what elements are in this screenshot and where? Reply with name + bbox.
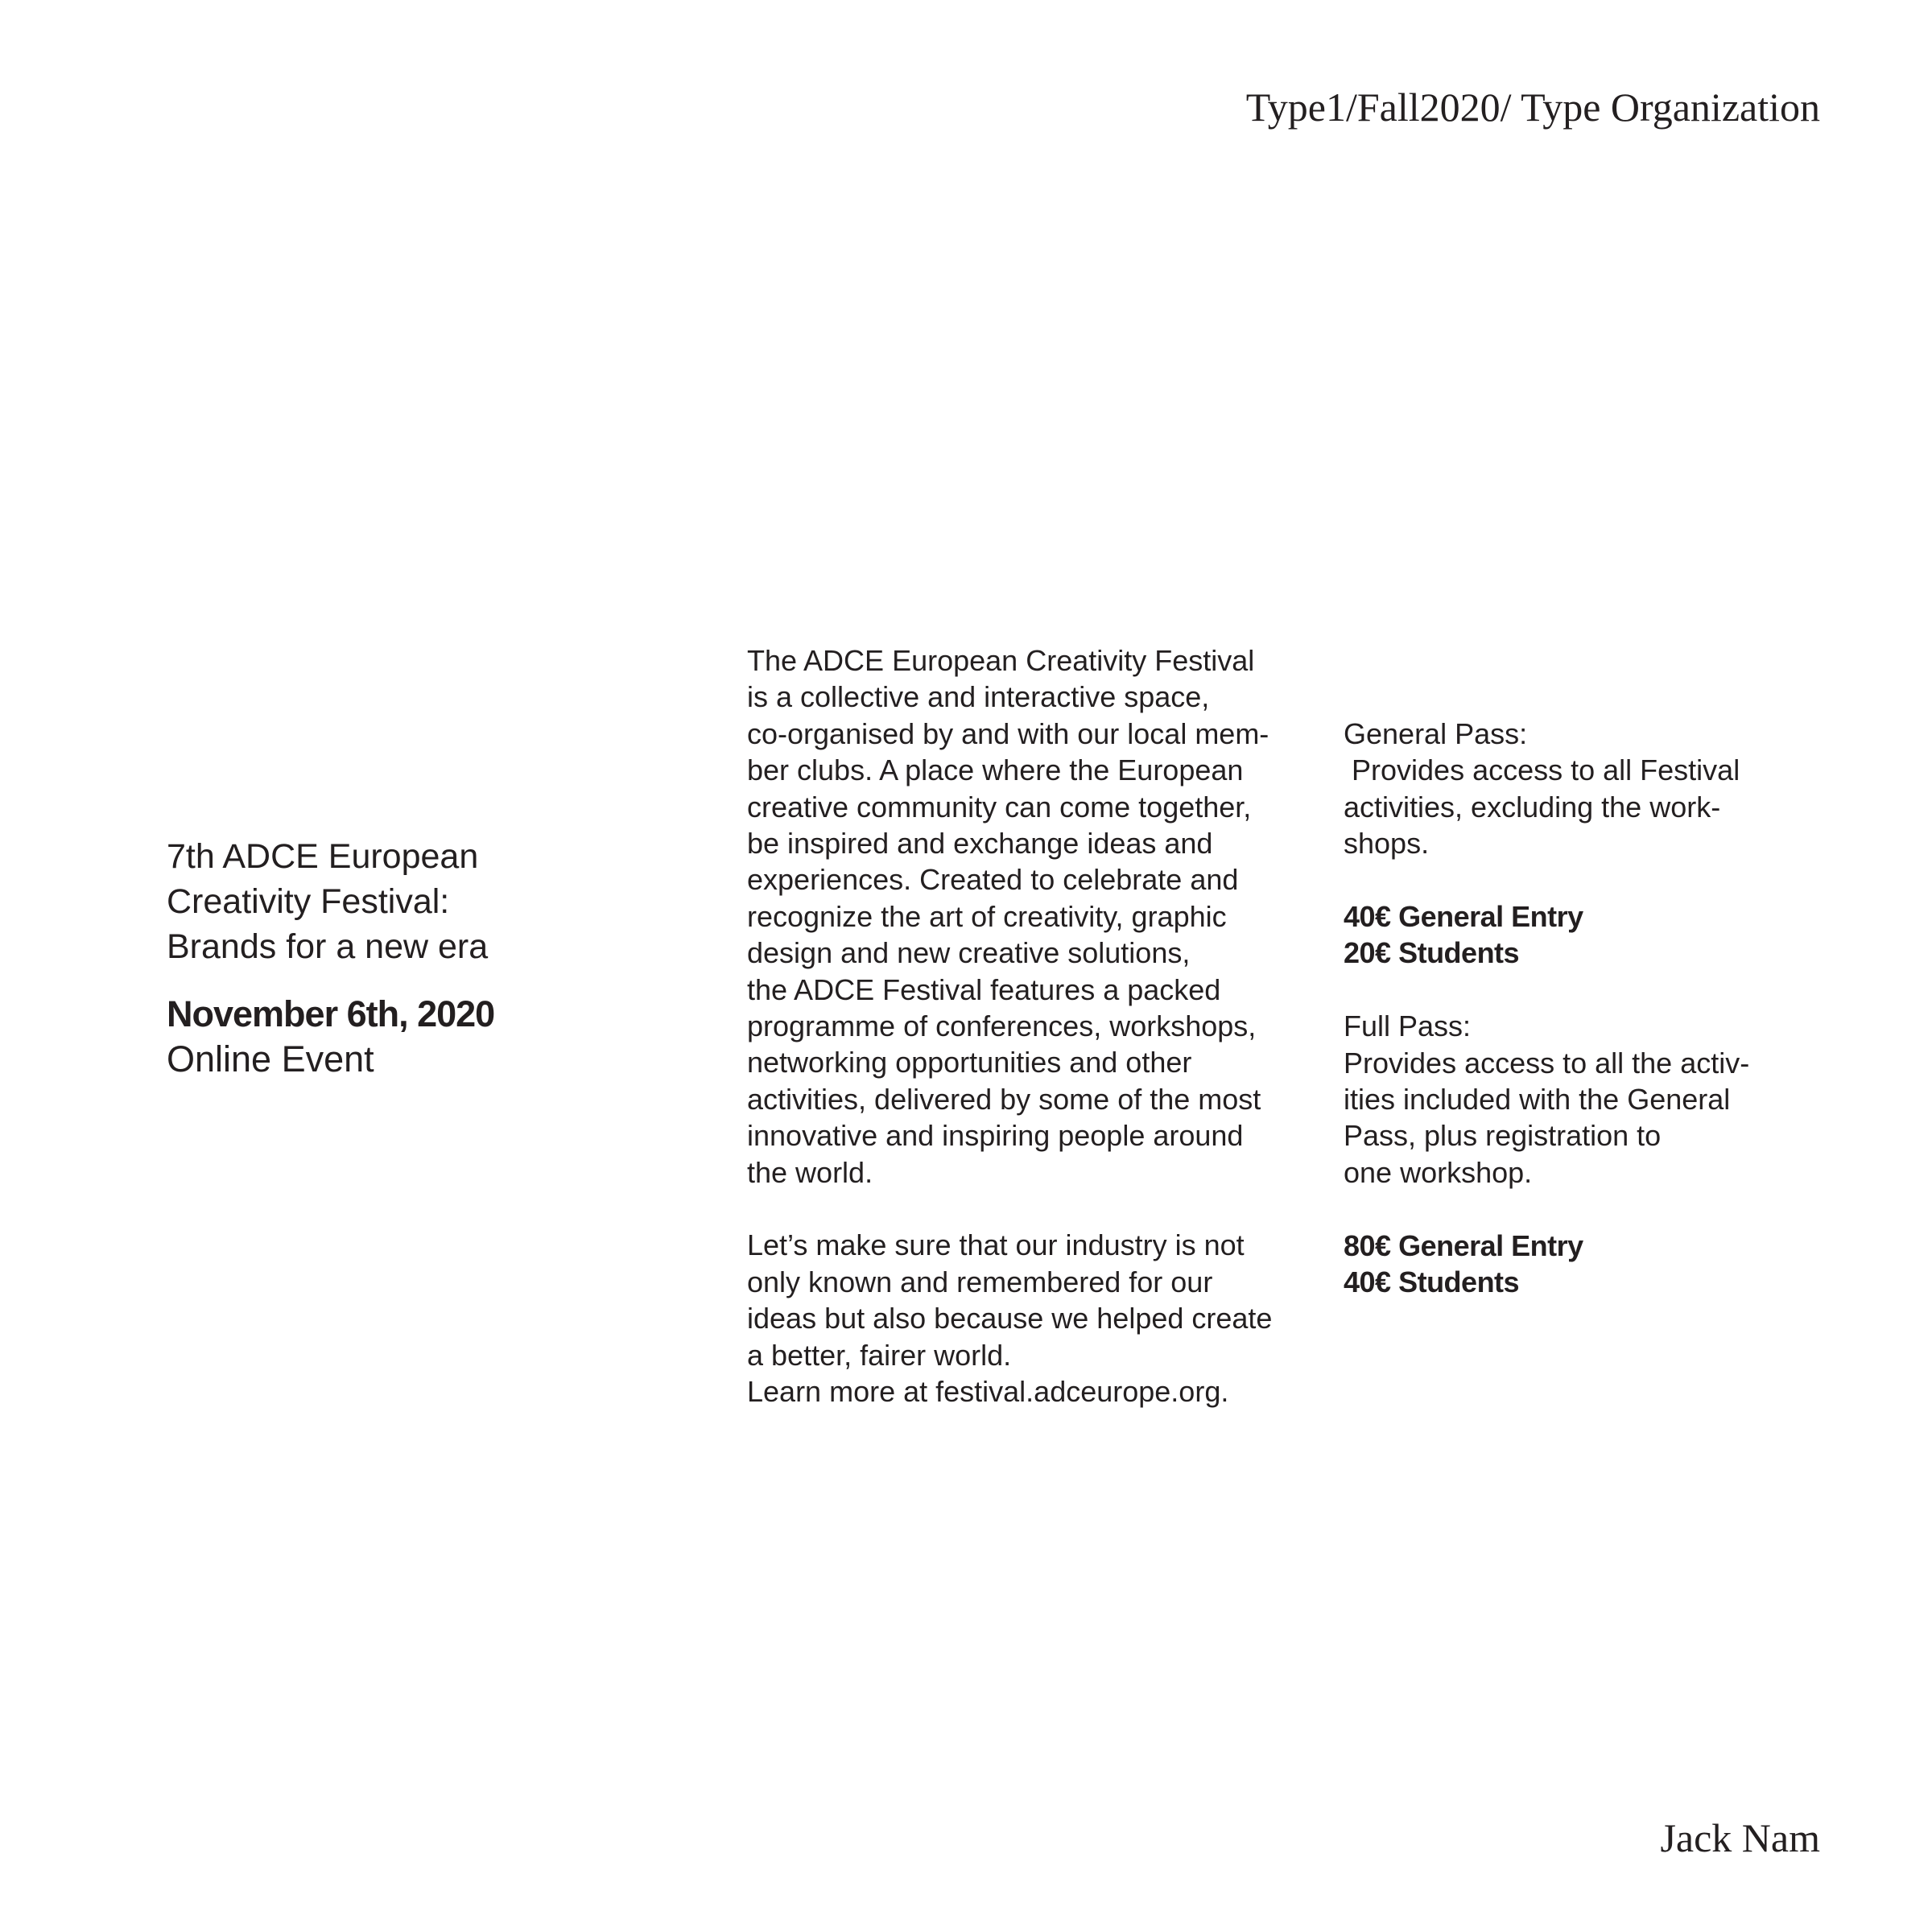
full-pass-heading: Full Pass: xyxy=(1344,1009,1472,1043)
description-line: The ADCE European Creativity Festival xyxy=(747,644,1255,677)
general-pass-description-line: Provides access to all Festival xyxy=(1344,753,1740,787)
event-title-line: 7th ADCE European xyxy=(167,837,479,876)
full-pass-price: 80€ General Entry xyxy=(1344,1228,1583,1262)
event-title-line: Brands for a new era xyxy=(167,927,489,966)
description-line: Learn more at festival.adceurope.org. xyxy=(747,1375,1229,1409)
full-pass-description-line: ities included with the General xyxy=(1344,1083,1731,1117)
paragraph-spacer xyxy=(747,1191,1327,1227)
section-spacer xyxy=(1344,1191,1827,1227)
description-line: design and new creative solutions, xyxy=(747,936,1191,970)
description-line: experiences. Created to celebrate and xyxy=(747,863,1239,897)
event-info xyxy=(167,834,585,1082)
description-line: activities, delivered by some of the most xyxy=(747,1082,1261,1116)
description-line: be inspired and exchange ideas and xyxy=(747,827,1213,861)
general-pass-price: 40€ General Entry xyxy=(1344,900,1583,934)
general-pass-description-line: activities, excluding the work- xyxy=(1344,790,1721,824)
full-pass-description-line: Provides access to all the activ- xyxy=(1344,1046,1750,1080)
description-line: creative community can come together, xyxy=(747,790,1252,824)
description-line: only known and remembered for our xyxy=(747,1265,1213,1298)
event-format: Online Event xyxy=(167,1038,374,1080)
description-line: ideas but also because we helped create xyxy=(747,1302,1273,1335)
general-pass-price: 20€ Students xyxy=(1344,936,1520,970)
full-pass-price: 40€ Students xyxy=(1344,1265,1520,1299)
description-line: co-organised by and with our local mem- xyxy=(747,716,1269,750)
description-line: programme of conferences, workshops, xyxy=(747,1009,1257,1043)
section-spacer xyxy=(1344,972,1827,1008)
description-line: is a collective and interactive space, xyxy=(747,680,1210,714)
event-title-line: Creativity Festival: xyxy=(167,882,450,921)
description-line: ber clubs. A place where the European xyxy=(747,753,1244,787)
general-pass-heading: General Pass: xyxy=(1344,717,1528,750)
festival-description xyxy=(747,642,1327,1410)
description-line: networking opportunities and other xyxy=(747,1046,1192,1080)
description-line: a better, fairer world. xyxy=(747,1338,1012,1372)
description-line: Let’s make sure that our industry is not xyxy=(747,1228,1245,1262)
pass-pricing xyxy=(1344,716,1827,1300)
author-name: Jack Nam xyxy=(1660,1815,1820,1860)
full-pass-description-line: Pass, plus registration to xyxy=(1344,1119,1662,1153)
description-line: recognize the art of creativity, graphic xyxy=(747,899,1227,933)
header-title: Type1/Fall2020/ Type Organization xyxy=(1245,85,1820,130)
full-pass-description-line: one workshop. xyxy=(1344,1155,1533,1189)
description-line: the world. xyxy=(747,1155,873,1189)
general-pass-description-line: shops. xyxy=(1344,827,1430,861)
description-line: innovative and inspiring people around xyxy=(747,1119,1244,1153)
section-spacer xyxy=(1344,862,1827,898)
description-line: the ADCE Festival features a packed xyxy=(747,972,1221,1006)
event-date: November 6th, 2020 xyxy=(167,993,495,1034)
